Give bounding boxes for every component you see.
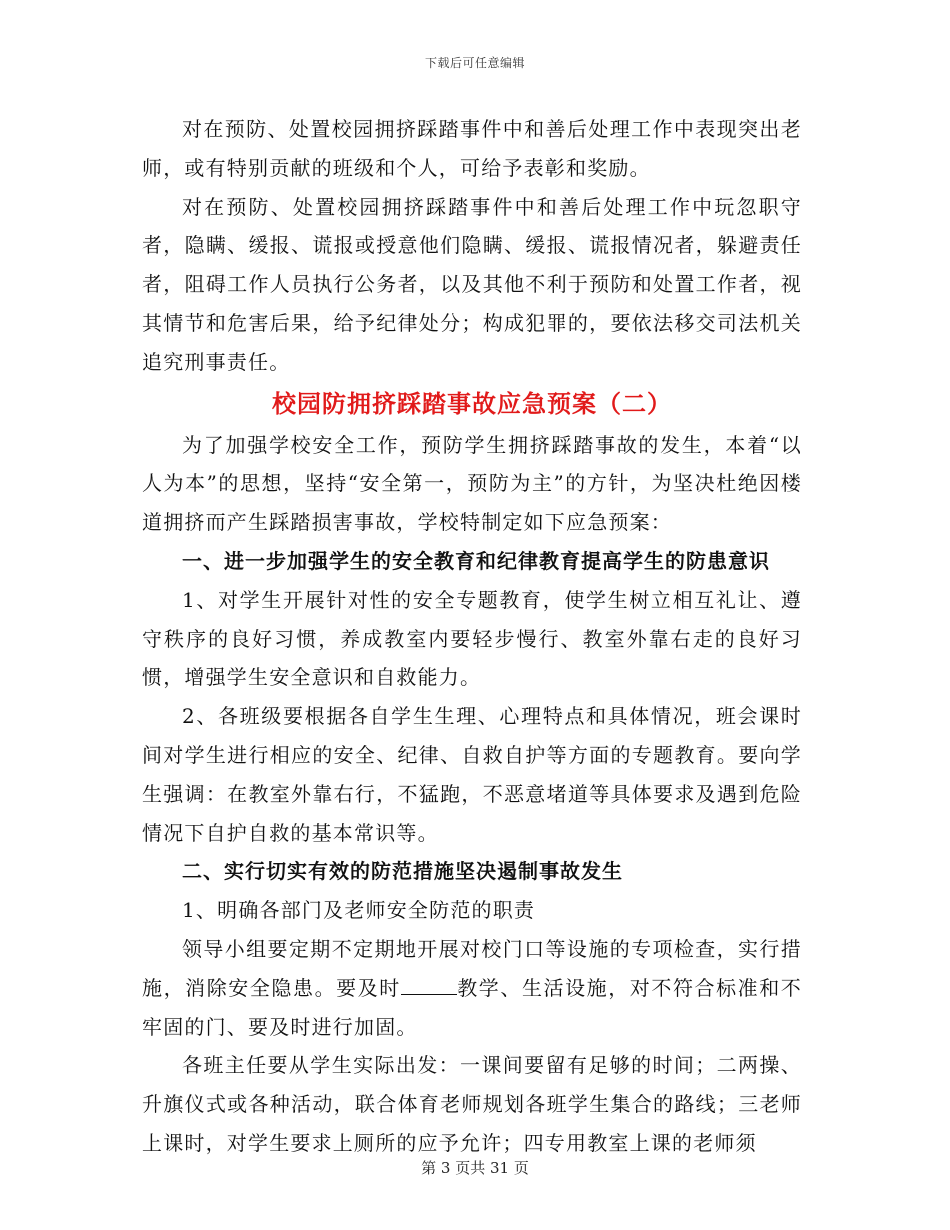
part2-paragraph-1-before: 领导小组要定期不定期地开展对校门口等设施的专项检查，实行措施，消除安全隐患。要及时	[142, 936, 802, 1000]
fill-in-blank	[401, 976, 457, 995]
part2-paragraph-2: 各班主任要从学生实际出发：一课间要留有足够的时间；二两操、升旗仪式或各种活动，联合体育老师规划各班学生集合的路线；三老师上课时，对学生要求上厕所的应予允许；四专用教室上课的老师须	[142, 1053, 802, 1155]
section-heading-1: 一、进一步加强学生的安全教育和纪律教育提高学生的防患意识	[182, 548, 770, 573]
commendation-paragraph: 对在预防、处置校园拥挤踩踏事件中和善后处理工作中表现突出老师，或有特别贡献的班级和个人，可给予表彰和奖励。	[142, 117, 802, 180]
part1-item-1: 1、对学生开展针对性的安全专题教育，使学生树立相互礼让、遵守秩序的良好习惯，养成教室内要轻步慢行、教室外靠右走的良好习惯，增强学生安全意识和自救能力。	[142, 587, 802, 690]
part2-paragraph-1-after: 教学、生活设施，对不符合标准和不牢固的门、要及时进行加固。	[142, 975, 802, 1039]
document-body	[142, 110, 802, 1163]
section-heading-2: 二、实行切实有效的防范措施坚决遏制事故发生	[182, 859, 623, 884]
page-header: 下载后可任意编辑	[424, 56, 525, 70]
part1-item-2: 2、各班级要根据各自学生生理、心理特点和具体情况，班会课时间对学生进行相应的安全、纪律、自救自护等方面的专题教育。要向学生强调：在教室外靠右行，不猛跑，不恶意堵道等具体要求及遇到危险情况下自护自救的基本常识等。	[142, 704, 802, 845]
document-title: 校园防拥挤踩踏事故应急预案（二）	[272, 388, 672, 418]
part2-subheading-1: 1、明确各部门及老师安全防范的职责	[182, 898, 536, 923]
intro-paragraph: 为了加强学校安全工作，预防学生拥挤踩踏事故的发生，本着“以人为本”的思想，坚持“安全第一，预防为主”的方针，为坚决杜绝因楼道拥挤而产生踩踏损害事故，学校特制定如下应急预案：	[142, 432, 802, 535]
discipline-paragraph: 对在预防、处置校园拥挤踩踏事件中和善后处理工作中玩忽职守者，隐瞒、缓报、谎报或授意他们隐瞒、缓报、谎报情况者，躲避责任者，阻碍工作人员执行公务者，以及其他不利于预防和处置工作者，视其情节和危害后果，给予纪律处分；构成犯罪的，要依法移交司法机关追究刑事责任。	[142, 194, 802, 374]
part2-paragraph-1	[142, 930, 802, 1046]
page-footer: 第 3 页共 31 页	[421, 1159, 529, 1177]
